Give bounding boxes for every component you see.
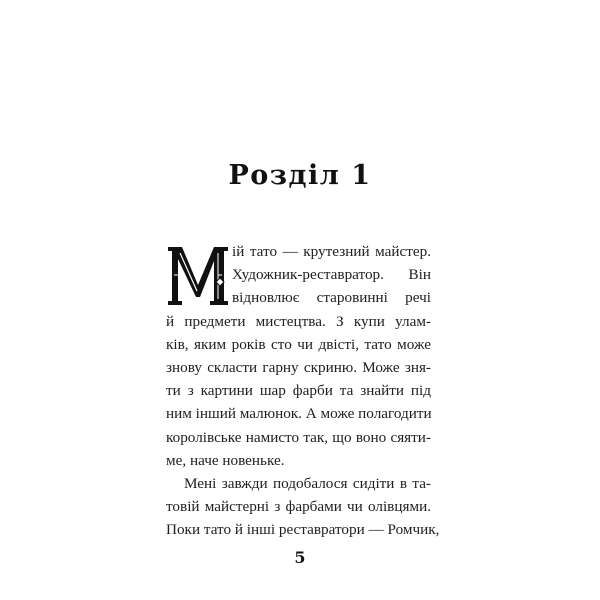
text-line: ій тато — крутезний майстер.: [232, 243, 431, 260]
chapter-title: Розділ 1: [228, 160, 372, 191]
drop-cap-letter: [166, 245, 230, 309]
text-line: знову скласти гарну скриню. Може зня-: [166, 358, 431, 376]
text-line: Мені завжди подобалося сидіти в та-: [184, 474, 431, 492]
text-line: ним інший малюнок. А може полагодити: [166, 405, 432, 423]
text-line: й предмети мистецтва. З купи улам-: [166, 312, 431, 330]
text-line: королівське намисто так, що воно сяяти-: [166, 428, 431, 446]
page-number: 5: [294, 548, 306, 567]
text-line: Поки тато й інші реставратори — Ромчик,: [166, 521, 440, 539]
text-line: ків, яким років сто чи двісті, тато може: [166, 335, 431, 353]
text-line: Художник-реставратор. Він: [232, 266, 431, 284]
text-line: товій майстерні з фарбами чи олівцями.: [166, 498, 431, 516]
text-line: ти з картини шар фарби та знайти під: [166, 382, 431, 400]
body-text: [166, 240, 440, 541]
text-line: відновлює старовинні речі: [232, 289, 431, 307]
decorative-m-icon: [166, 245, 230, 307]
text-line: ме, наче новеньке.: [166, 451, 285, 469]
